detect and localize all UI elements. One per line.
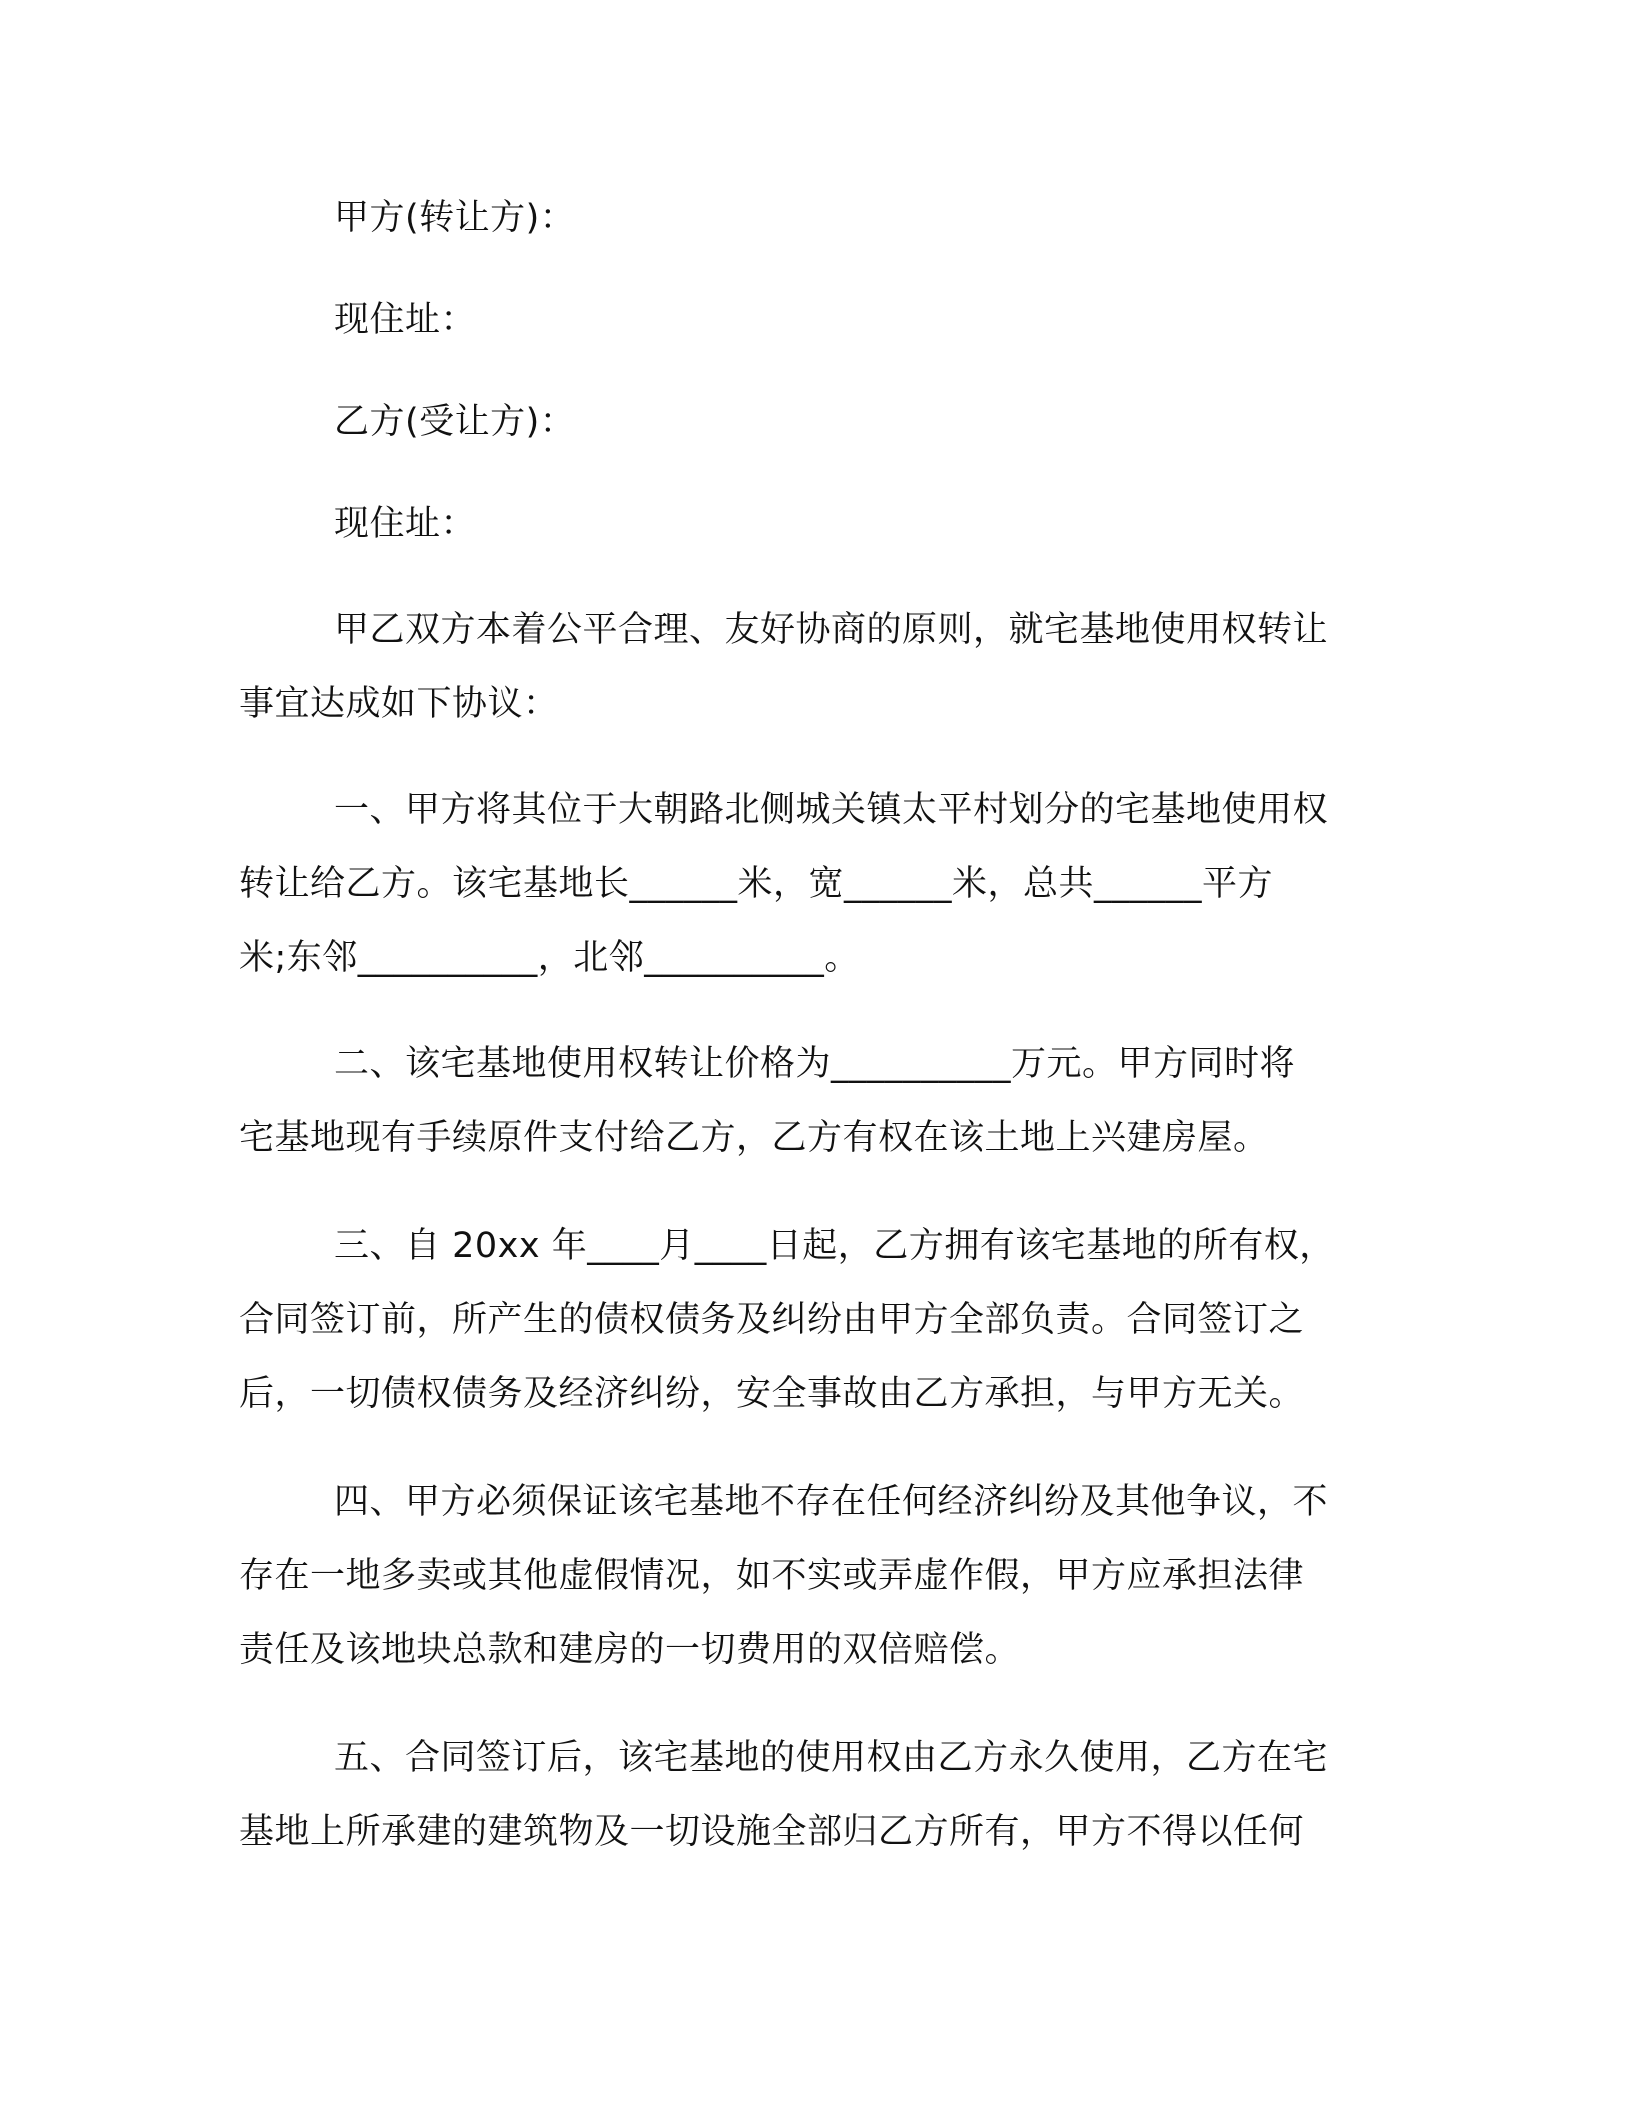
clause-3-line-3: 后，一切债权债务及经济纠纷，安全事故由乙方承担，与甲方无关。 [239, 1374, 1305, 1414]
party-b-address-field: 现住址： [334, 504, 477, 544]
clause-3-line-1: 三、自 20xx 年____月____日起，乙方拥有该宅基地的所有权， [334, 1226, 1335, 1266]
clause-4-line-3: 责任及该地块总款和建房的一切费用的双倍赔偿。 [239, 1630, 1021, 1670]
clause-1-line-1: 一、甲方将其位于大朝路北侧城关镇太平村划分的宅基地使用权 [334, 790, 1329, 830]
clause-2-line-2: 宅基地现有手续原件支付给乙方，乙方有权在该土地上兴建房屋。 [239, 1118, 1269, 1158]
preamble-line-2: 事宜达成如下协议： [239, 684, 559, 724]
clause-1-line-3: 米;东邻__________，北邻__________。 [239, 938, 860, 978]
party-b-field: 乙方(受让方)： [334, 402, 576, 442]
clause-4-line-1: 四、甲方必须保证该宅基地不存在任何经济纠纷及其他争议，不 [334, 1482, 1329, 1522]
party-a-address-field: 现住址： [334, 300, 477, 340]
clause-1-line-2: 转让给乙方。该宅基地长______米，宽______米，总共______平方 [239, 864, 1274, 904]
clause-4-line-2: 存在一地多卖或其他虚假情况，如不实或弄虚作假，甲方应承担法律 [239, 1556, 1305, 1596]
preamble-line-1: 甲乙双方本着公平合理、友好协商的原则，就宅基地使用权转让 [334, 610, 1329, 650]
clause-3-line-2: 合同签订前，所产生的债权债务及纠纷由甲方全部负责。合同签订之 [239, 1300, 1305, 1340]
clause-5-line-1: 五、合同签订后，该宅基地的使用权由乙方永久使用，乙方在宅 [334, 1738, 1329, 1778]
clause-2-line-1: 二、该宅基地使用权转让价格为__________万元。甲方同时将 [334, 1044, 1296, 1084]
clause-5-line-2: 基地上所承建的建筑物及一切设施全部归乙方所有，甲方不得以任何 [239, 1812, 1305, 1852]
party-a-field: 甲方(转让方)： [334, 198, 576, 238]
